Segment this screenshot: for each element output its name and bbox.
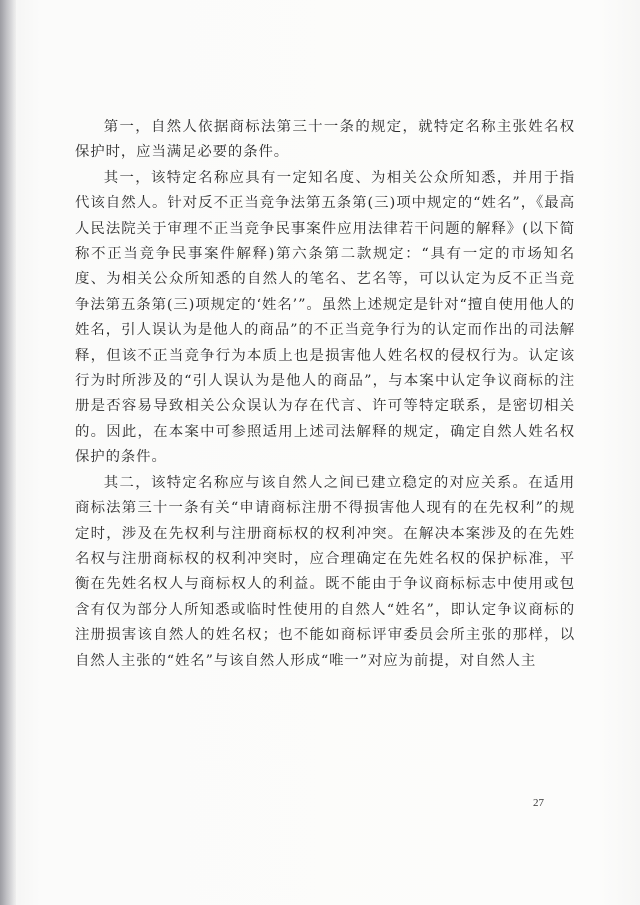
paragraph-condition-two: 其二，该特定名称应与该自然人之间已建立稳定的对应关系。在适用商标法第三十一条有关“申请商标注册不得损害他人现有的在先权利”的规定时，涉及在先权利与注册商标权的权利冲突。在解决本案涉及的在先姓名权与注册商标权的权利冲突时，应合理确定在先姓名权的保护标准，平衡在先姓名权人与商标权人的利益。既不能由于争议商标标志中使用或包含有仅为部分人所知悉或临时性使用的自然人“姓名”，即认定争议商标的注册损害该自然人的姓名权；也不能如商标评审委员会所主张的那样，以自然人主张的“姓名”与该自然人形成“唯一”对应为前提，对自然人主 [75,474,575,669]
paragraph-condition-one: 其一，该特定名称应具有一定知名度、为相关公众所知悉，并用于指代该自然人。针对反不正当竞争法第五条第(三)项中规定的“姓名”，《最高人民法院关于审理不正当竞争民事案件应用法律若干问题的解释》(以下简称不正当竞争民事案件解释)第六条第二款规定：“具有一定的市场知名度、为相关公众所知悉的自然人的笔名、艺名等，可以认定为反不正当竞争法第五条第(三)项规定的‘姓名’”。虽然上述规定是针对“擅自使用他人的姓名，引人误认为是他人的商品”的不正当竞争行为的认定而作出的司法解释，但该不正当竞争行为本质上也是损害他人姓名权的侵权行为。认定该行为时所涉及的“引人误认为是他人的商品”，与本案中认定争议商标的注册是否容易导致相关公众误认为存在代言、许可等特定联系，是密切相关的。因此，在本案中可参照适用上述司法解释的规定，确定自然人姓名权保护的条件。 [75,169,575,466]
paragraph-first-condition: 第一，自然人依据商标法第三十一条的规定，就特定名称主张姓名权保护时，应当满足必要的条件。 [75,119,575,161]
page-number: 27 [533,797,544,809]
document-body [75,115,575,674]
binding-shadow [0,0,16,905]
